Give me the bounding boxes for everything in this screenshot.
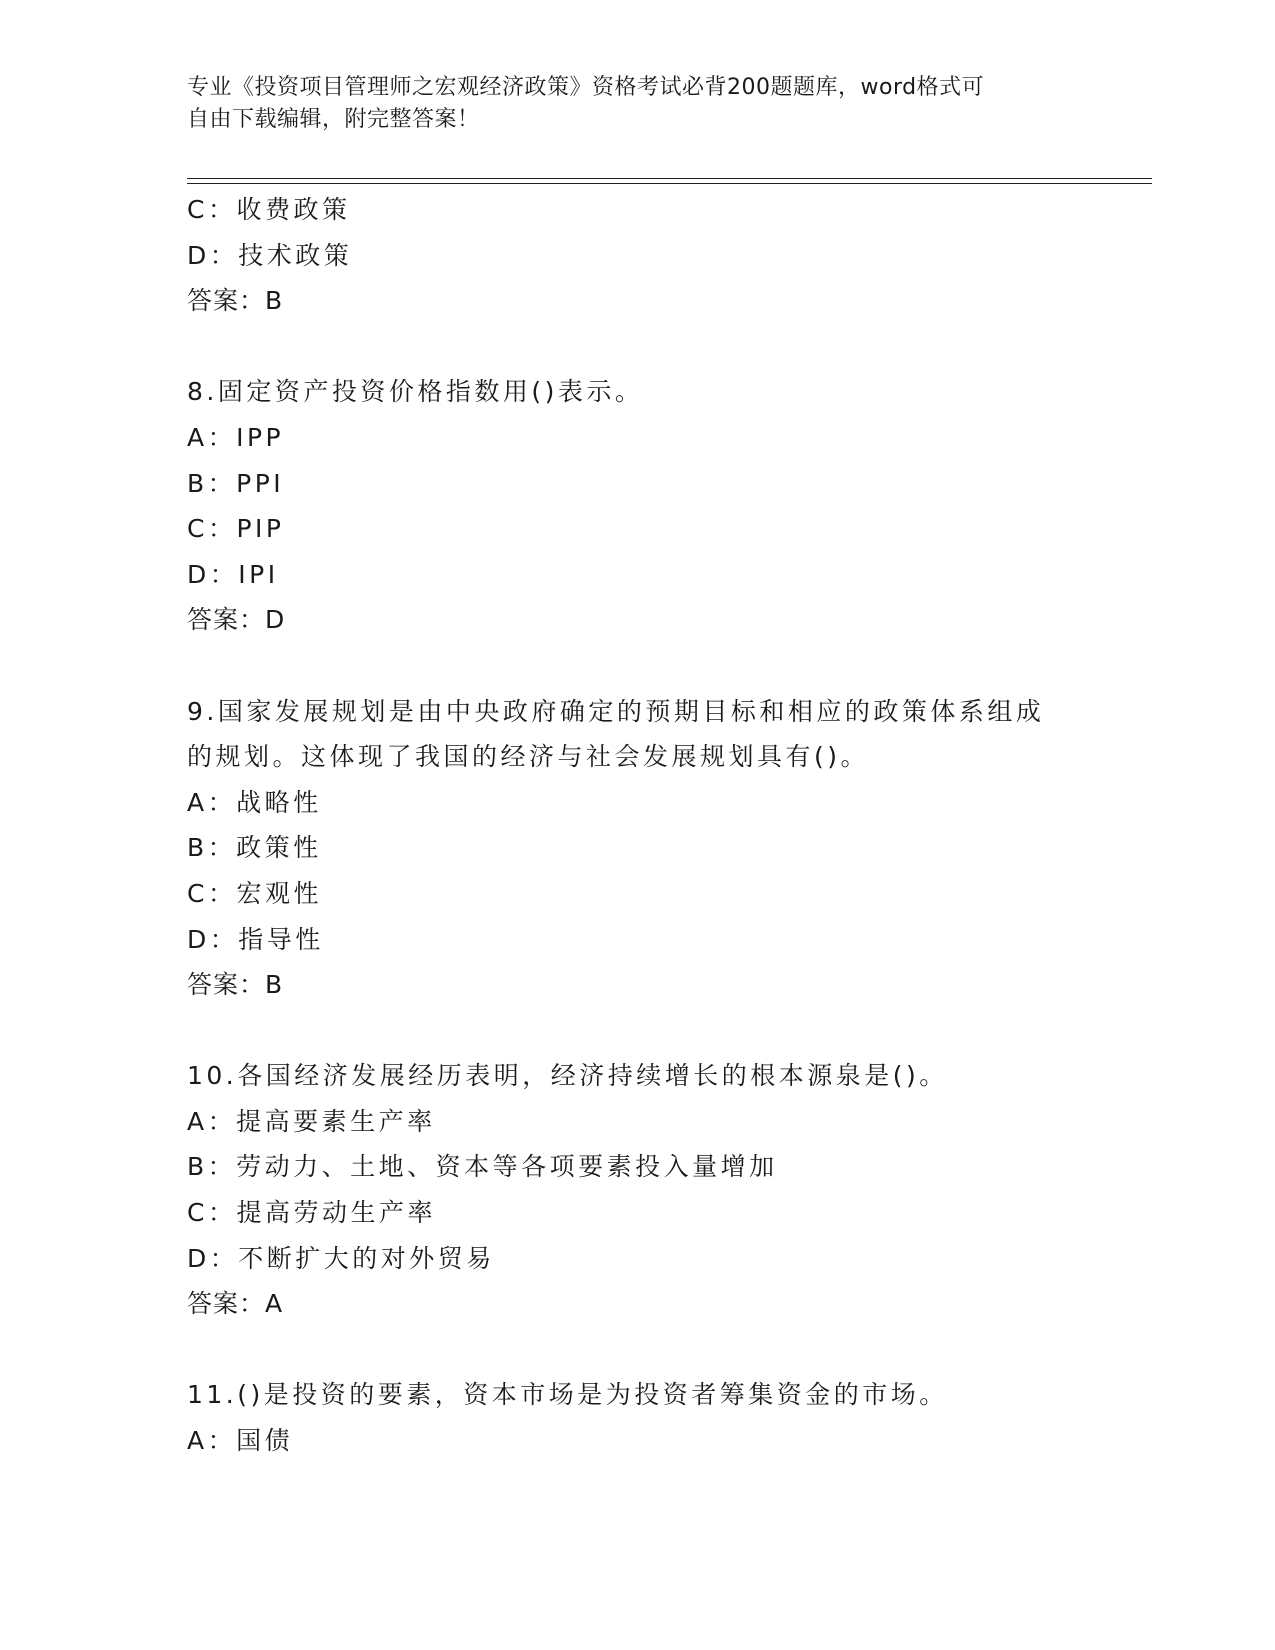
spacer [187, 324, 1087, 370]
document-header [187, 72, 1067, 136]
option-d: D：不断扩大的对外贸易 [187, 1243, 495, 1273]
option-a: A：提高要素生产率 [187, 1106, 436, 1136]
answer: 答案：D [187, 605, 286, 635]
question-8 [187, 369, 1087, 643]
question-11 [187, 1372, 1087, 1463]
spacer [187, 643, 1087, 689]
question-7-tail [187, 187, 1087, 324]
option-b: B：政策性 [187, 833, 322, 863]
spacer [187, 1327, 1087, 1373]
question-10 [187, 1053, 1087, 1327]
header-line-1: 专业《投资项目管理师之宏观经济政策》资格考试必背200题题库，word格式可 [187, 75, 985, 100]
option-c: C：宏观性 [187, 878, 322, 908]
question-text: 11.()是投资的要素，资本市场是为投资者筹集资金的市场。 [187, 1380, 948, 1410]
question-text-line-1: 9.国家发展规划是由中央政府确定的预期目标和相应的政策体系组成 [187, 696, 1045, 726]
option-d: D：IPI [187, 559, 279, 589]
option-c: C：提高劳动生产率 [187, 1198, 436, 1228]
option-d: D：指导性 [187, 924, 324, 954]
option-a: A：国债 [187, 1426, 294, 1456]
option-d: D：技术政策 [187, 240, 353, 270]
option-a: A：IPP [187, 422, 285, 452]
option-c: C：收费政策 [187, 195, 351, 224]
option-c: C：PIP [187, 514, 285, 544]
header-line-2: 自由下载编辑，附完整答案！ [187, 107, 480, 132]
spacer [187, 1008, 1087, 1054]
question-list [187, 187, 1087, 1464]
option-b: B：PPI [187, 468, 285, 498]
answer: 答案：B [187, 286, 284, 316]
option-a: A：战略性 [187, 787, 322, 817]
answer: 答案：B [187, 970, 284, 1000]
header-divider-bottom [187, 183, 1152, 184]
question-text-line-2: 的规划。这体现了我国的经济与社会发展规划具有()。 [187, 742, 870, 772]
answer: 答案：A [187, 1289, 284, 1319]
question-text: 10.各国经济发展经历表明，经济持续增长的根本源泉是()。 [187, 1061, 948, 1091]
question-9 [187, 689, 1087, 1008]
question-text: 8.固定资产投资价格指数用()表示。 [187, 377, 644, 407]
header-divider-top [187, 178, 1152, 179]
option-b: B：劳动力、土地、资本等各项要素投入量增加 [187, 1152, 778, 1182]
